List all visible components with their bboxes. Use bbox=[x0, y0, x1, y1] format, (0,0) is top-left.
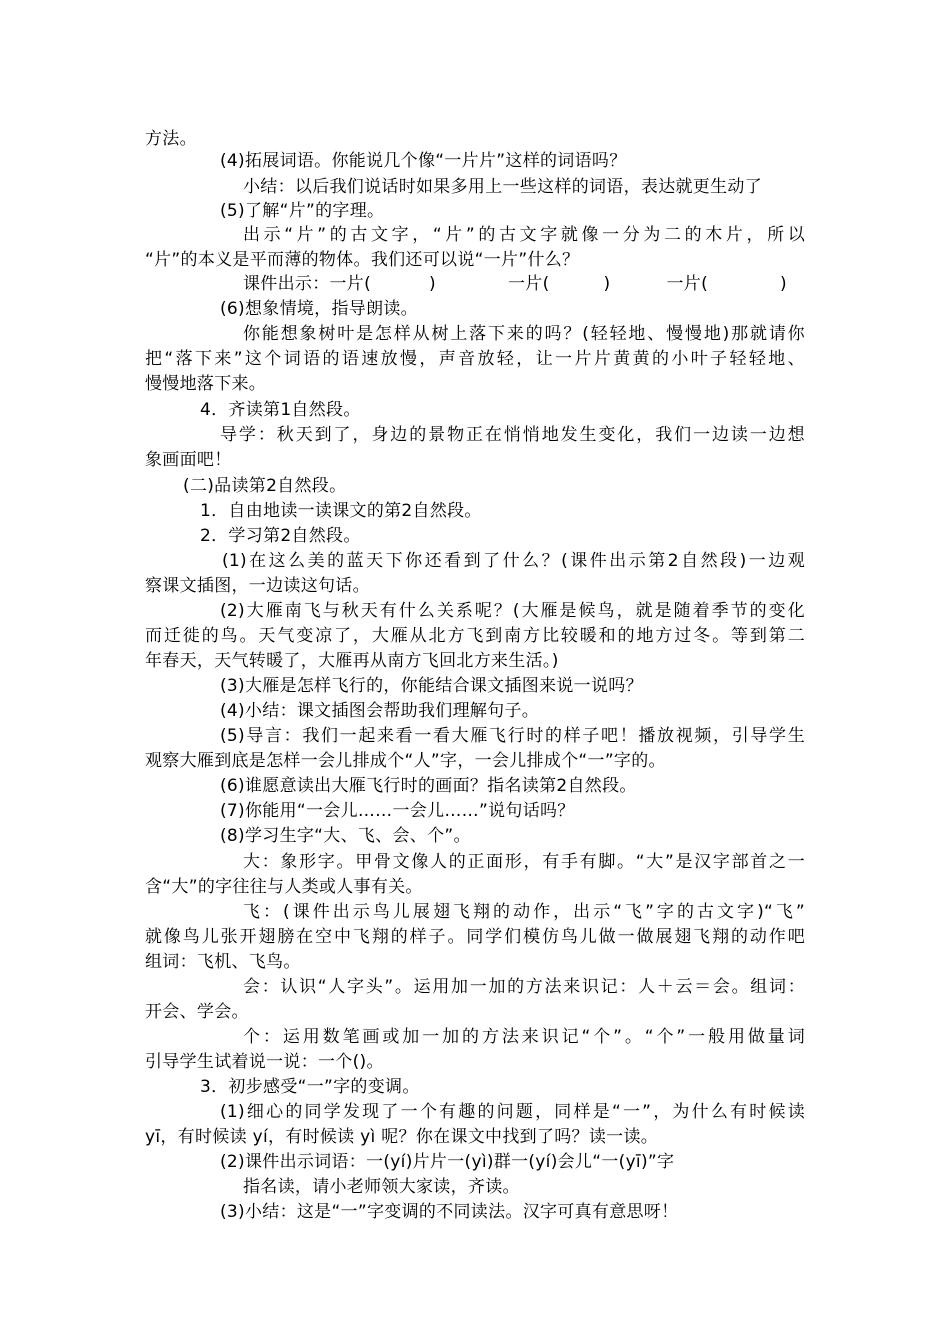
text-line: (3)小结：这是“一”字变调的不同读法。汉字可真有意思呀！ bbox=[220, 1202, 679, 1222]
text-line: 小结：以后我们说话时如果多用上一些这样的词语，表达就更生动了 bbox=[243, 177, 762, 197]
text-line: (5)了解“片”的字理。 bbox=[220, 201, 385, 221]
blank-open: 一片( bbox=[666, 274, 709, 294]
text-line: 而迁徙的鸟。天气变凉了，大雁从北方飞到南方比较暖和的地方过冬。等到第二 bbox=[145, 626, 805, 646]
text-line: 2．学习第2自然段。 bbox=[200, 526, 361, 546]
text-line: (7)你能用“一会儿……一会儿……”说句话吗？ bbox=[220, 801, 575, 821]
blank-open: 一片( bbox=[329, 274, 372, 294]
text-line: 飞：(课件出示鸟儿展翅飞翔的动作，出示“飞”字的古文字)“飞” bbox=[243, 902, 805, 922]
text-line: 察课文插图，一边读这句话。 bbox=[145, 576, 370, 596]
text-line: “片”的本义是平而薄的物体。我们还可以说“一片”什么？ bbox=[145, 250, 580, 270]
text-line: (4)小结：课文插图会帮助我们理解句子。 bbox=[220, 701, 540, 721]
blank-open: 一片( bbox=[507, 274, 550, 294]
text-line: 3．初步感受“一”字的变调。 bbox=[200, 1077, 420, 1097]
text-line: 慢慢地落下来。 bbox=[145, 374, 267, 394]
text-line: 就像鸟儿张开翅膀在空中飞翔的样子。同学们模仿鸟儿做一做展翅飞翔的动作吧 bbox=[145, 927, 805, 947]
text-line: (2)大雁南飞与秋天有什么关系呢？(大雁是候鸟，就是随着季节的变化 bbox=[220, 601, 805, 621]
text-line: 年春天，天气转暖了，大雁再从南方飞回北方来生活。) bbox=[145, 651, 559, 671]
text-line: 会：认识“人字头”。运用加一加的方法来识记：人＋云＝会。组词： bbox=[243, 977, 805, 997]
text-line: 4．齐读第1自然段。 bbox=[200, 400, 361, 420]
text-line: (6)想象情境，指导朗读。 bbox=[220, 299, 418, 319]
text-line: (2)课件出示词语：一(yí)片片一(yì)群一(yí)会儿“一(yī)”字 bbox=[220, 1152, 675, 1172]
blank-close: ) bbox=[780, 274, 787, 294]
text-line: 方法。 bbox=[145, 129, 197, 149]
text-line: yī，有时候读 yí，有时候读 yì 呢？你在课文中找到了吗？读一读。 bbox=[145, 1127, 659, 1147]
text-line: 组词：飞机、飞鸟。 bbox=[145, 952, 301, 972]
courseware-label: 课件出示： bbox=[243, 274, 330, 294]
text-line: 象画面吧！ bbox=[145, 450, 232, 470]
text-line: 出示“片”的古文字，“片”的古文字就像一分为二的木片，所以 bbox=[243, 225, 805, 245]
text-line: (1)在这么美的蓝天下你还看到了什么？(课件出示第2自然段)一边观 bbox=[222, 551, 805, 571]
text-line: 把“落下来”这个词语的语速放慢，声音放轻，让一片片黄黄的小叶子轻轻地、 bbox=[145, 349, 805, 369]
courseware-blanks-line bbox=[243, 272, 806, 296]
text-line: (4)拓展词语。你能说几个像“一片片”这样的词语吗？ bbox=[220, 151, 627, 171]
text-line: 指名读，请小老师领大家读，齐读。 bbox=[243, 1177, 520, 1197]
text-line: (1)细心的同学发现了一个有趣的问题，同样是“一”，为什么有时候读 bbox=[220, 1102, 805, 1122]
text-line: 含“大”的字往往与人类或人事有关。 bbox=[145, 877, 423, 897]
text-line: 观察大雁到底是怎样一会儿排成个“人”字，一会儿排成个“一”字的。 bbox=[145, 751, 666, 771]
text-line: 大：象形字。甲骨文像人的正面形，有手有脚。“大”是汉字部首之一 bbox=[243, 852, 805, 872]
text-line: (3)大雁是怎样飞行的，你能结合课文插图来说一说吗？ bbox=[220, 676, 643, 696]
text-line: (8)学习生字“大、飞、会、个”。 bbox=[220, 826, 471, 846]
blank-close: ) bbox=[603, 274, 611, 294]
text-line: 开会、学会。 bbox=[145, 1002, 249, 1022]
text-line: 导学：秋天到了，身边的景物正在悄悄地发生变化，我们一边读一边想 bbox=[220, 425, 805, 445]
blank-close: ) bbox=[429, 274, 436, 294]
text-line: 你能想象树叶是怎样从树上落下来的吗？(轻轻地、慢慢地)那就请你 bbox=[243, 324, 805, 344]
text-line: 个：运用数笔画或加一加的方法来识记“个”。“个”一般用做量词 bbox=[243, 1027, 805, 1047]
section-heading: (二)品读第2自然段。 bbox=[183, 476, 347, 496]
text-line: (5)导言：我们一起来看一看大雁飞行时的样子吧！播放视频，引导学生 bbox=[220, 726, 805, 746]
text-line: (6)谁愿意读出大雁飞行时的画面？指名读第2自然段。 bbox=[220, 776, 637, 796]
text-line: 1．自由地读一读课文的第2自然段。 bbox=[200, 501, 482, 521]
text-line: 引导学生试着说一说：一个()。 bbox=[145, 1052, 384, 1072]
